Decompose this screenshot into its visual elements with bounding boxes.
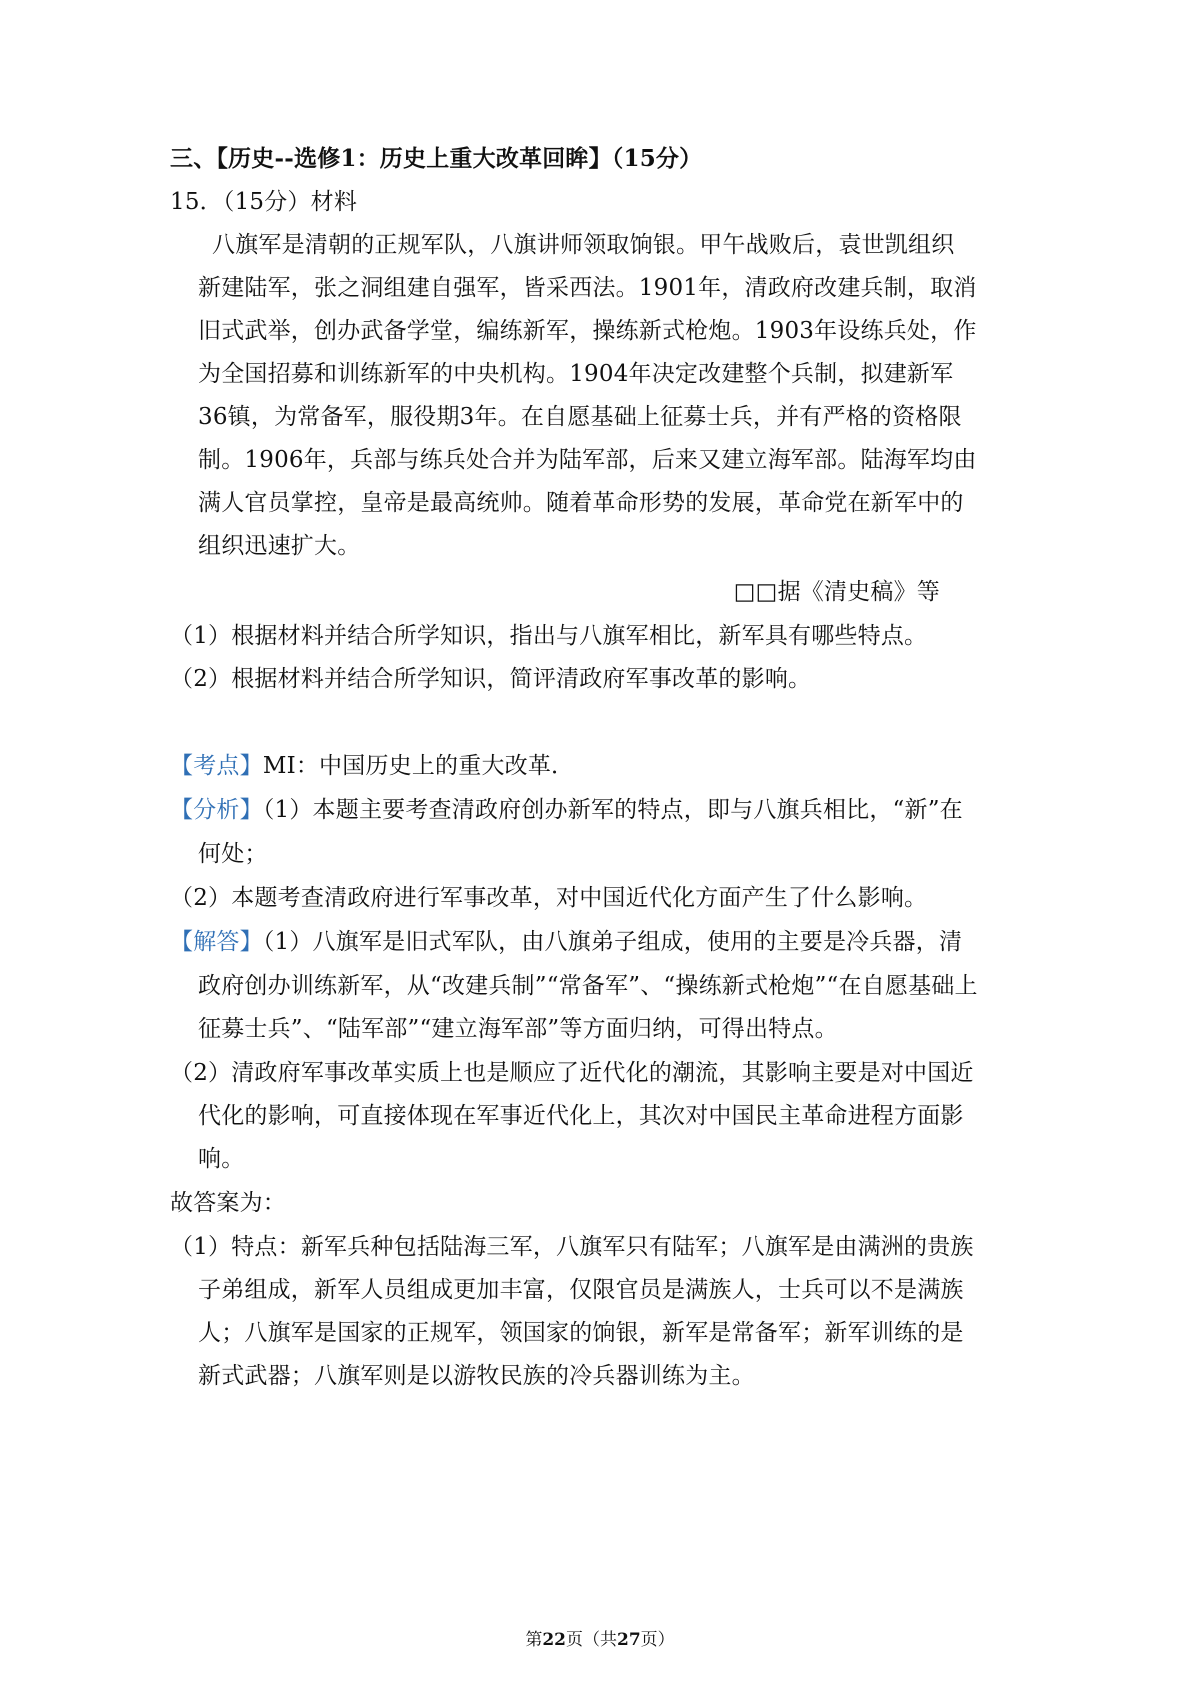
section-heading: 三、【历史--选修1：历史上重大改革回眸】（15分）: [170, 145, 703, 172]
answer-intro: 故答案为：: [170, 1190, 286, 1216]
material-line-7: 满人官员掌控，皇帝是最高统帅。随着革命形势的发展，革命党在新军中的: [198, 490, 964, 516]
jieda-line-6: 响。: [198, 1146, 245, 1172]
material-source: □□据《清史稿》等: [733, 579, 940, 605]
material-line-8: 组织迅速扩大。: [198, 533, 361, 559]
fenxi-line-3: （2）本题考查清政府进行军事改革，对中国近代化方面产生了什么影响。: [170, 885, 928, 911]
footer-prefix: 第: [525, 1630, 543, 1650]
jieda-line-3: 征募士兵”、“陆军部”“建立海军部”等方面归纳，可得出特点。: [198, 1016, 838, 1042]
kaodian-text: MI：中国历史上的重大改革．: [262, 753, 575, 779]
kaodian-row: [170, 750, 574, 782]
question-number: 15．（15分）材料: [170, 189, 358, 215]
answer-line-4: 新式武器；八旗军则是以游牧民族的冷兵器训练为主。: [198, 1363, 755, 1389]
footer-suffix: 页）: [640, 1630, 675, 1650]
answer-line-1: （1）特点：新军兵种包括陆海三军，八旗军只有陆军；八旗军是由满洲的贵族: [170, 1234, 974, 1260]
jieda-label: 【解答】: [170, 929, 263, 955]
answer-line-3: 人；八旗军是国家的正规军，领国家的饷银，新军是常备军；新军训练的是: [198, 1320, 964, 1346]
footer-middle: 页（共: [566, 1630, 617, 1650]
kaodian-label: 【考点】: [170, 753, 263, 779]
jieda-row: [170, 926, 962, 958]
material-line-3: 旧式武举，创办武备学堂，编练新军，操练新式枪炮。1903年设练兵处，作: [198, 318, 977, 344]
page-footer: [0, 1628, 1200, 1652]
material-line-1: 八旗军是清朝的正规军队，八旗讲师领取饷银。甲午战败后，袁世凯组织: [212, 232, 955, 258]
fenxi-row: [170, 794, 963, 826]
jieda-line-1: （1）八旗军是旧式军队，由八旗弟子组成，使用的主要是冷兵器，清: [262, 929, 963, 955]
sub-question-2: （2）根据材料并结合所学知识，简评清政府军事改革的影响。: [170, 666, 812, 692]
jieda-line-4: （2）清政府军事改革实质上也是顺应了近代化的潮流，其影响主要是对中国近: [170, 1060, 974, 1086]
fenxi-line-1: （1）本题主要考查清政府创办新军的特点，即与八旗兵相比，“新”在: [262, 797, 963, 823]
jieda-line-5: 代化的影响，可直接体现在军事近代化上，其次对中国民主革命进程方面影: [198, 1103, 964, 1129]
fenxi-line-2: 何处；: [198, 841, 268, 867]
material-line-2: 新建陆军，张之洞组建自强军，皆采西法。1901年，清政府改建兵制，取消: [198, 275, 977, 301]
fenxi-label: 【分析】: [170, 797, 263, 823]
sub-question-1: （1）根据材料并结合所学知识，指出与八旗军相比，新军具有哪些特点。: [170, 623, 928, 649]
material-line-5: 36镇，为常备军，服役期3年。在自愿基础上征募士兵，并有严格的资格限: [198, 404, 962, 430]
footer-total-pages: 27: [617, 1630, 641, 1650]
material-line-6: 制。1906年，兵部与练兵处合并为陆军部，后来又建立海军部。陆海军均由: [198, 447, 977, 473]
jieda-line-2: 政府创办训练新军，从“改建兵制”“常备军”、“操练新式枪炮”“在自愿基础上: [198, 973, 978, 999]
material-line-4: 为全国招募和训练新军的中央机构。1904年决定改建整个兵制，拟建新军: [198, 361, 954, 387]
footer-page-number: 22: [542, 1630, 566, 1650]
answer-line-2: 子弟组成，新军人员组成更加丰富，仅限官员是满族人，士兵可以不是满族: [198, 1277, 964, 1303]
